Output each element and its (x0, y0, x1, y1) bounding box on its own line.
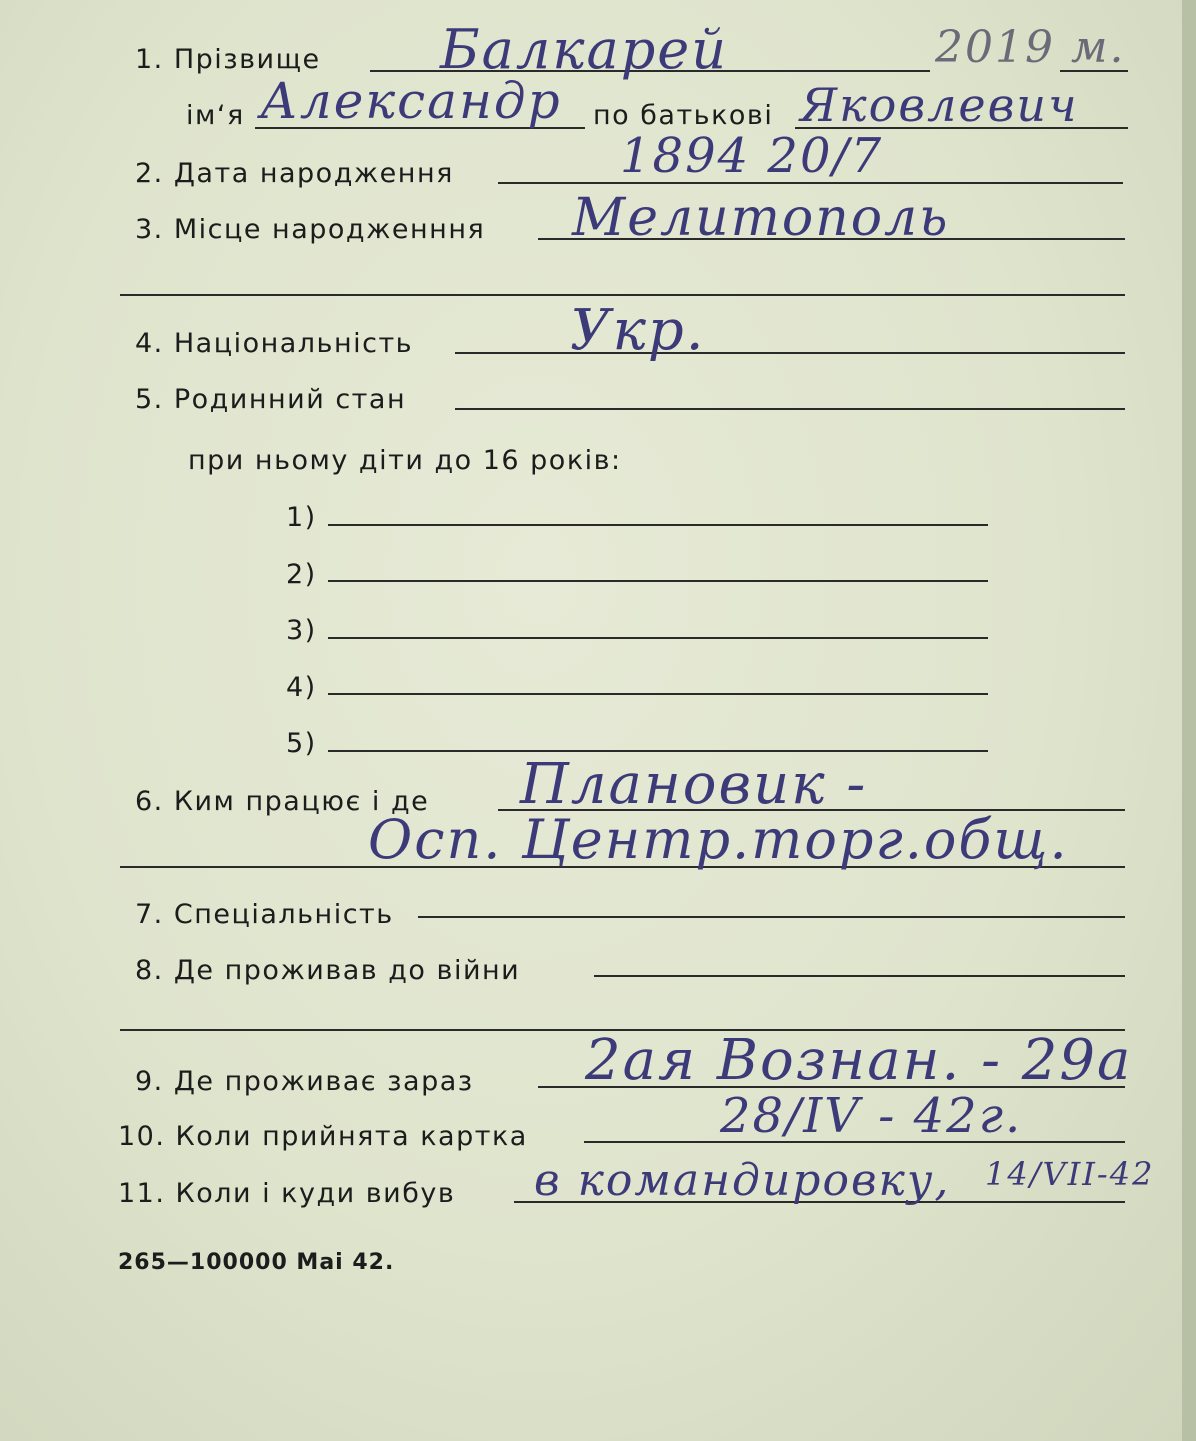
nationality-handwritten: Укр. (570, 298, 706, 363)
occupation-label: 6. Ким працює і де (135, 786, 430, 817)
current-address-handwritten: 2ая Вознан. - 29а (585, 1028, 1133, 1093)
departure-label: 11. Коли і куди вибув (118, 1178, 456, 1209)
nationality-line (455, 352, 1125, 354)
departure-handwritten: в командировку, (534, 1155, 951, 1206)
surname-label: 1. Прізвище (135, 44, 321, 75)
child-number: 2) (286, 559, 317, 590)
child-line (328, 637, 988, 639)
first-name-handwritten: Александр (260, 72, 562, 130)
child-number: 5) (286, 728, 317, 759)
birth-place-label: 3. Місце народженння (135, 214, 486, 245)
departure-date-handwritten: 14/VII-42 (985, 1155, 1155, 1193)
child-number: 3) (286, 615, 317, 646)
prewar-address-line (594, 975, 1125, 977)
patronymic-label: по батькові (593, 100, 774, 131)
patronymic-handwritten: Яковлевич (800, 78, 1079, 132)
birth-date-label: 2. Дата народження (135, 158, 454, 189)
nationality-label: 4. Національність (135, 328, 414, 359)
card-date-label: 10. Коли прийнята картка (118, 1121, 528, 1152)
card-date-handwritten: 28/IV - 42г. (720, 1088, 1023, 1144)
current-address-label: 9. Де проживає зараз (135, 1066, 474, 1097)
birth-place-handwritten: Мелитополь (572, 188, 950, 248)
occupation-handwritten-2: Осп. Центр.торг.общ. (368, 808, 1069, 871)
specialty-line (418, 916, 1125, 918)
occupation-handwritten-1: Плановик - (520, 752, 868, 817)
surname-handwritten: Балкарей (440, 18, 729, 81)
birth-place-line-2 (120, 294, 1125, 296)
child-number: 1) (286, 502, 317, 533)
card-edge (1182, 0, 1196, 1441)
child-line (328, 580, 988, 582)
child-line (328, 693, 988, 695)
children-label: при ньому діти до 16 років: (188, 445, 622, 476)
marital-status-line (455, 408, 1125, 410)
specialty-label: 7. Спеціальність (135, 899, 394, 930)
prewar-address-label: 8. Де проживав до війни (135, 955, 521, 986)
child-number: 4) (286, 672, 317, 703)
birth-date-handwritten: 1894 20/7 (620, 128, 884, 184)
print-run-imprint: 265—100000 Mai 42. (118, 1250, 395, 1275)
marital-status-label: 5. Родинний стан (135, 384, 407, 415)
first-name-label: ім‘я (186, 100, 245, 131)
child-line (328, 524, 988, 526)
archive-note: 2019 м. (935, 22, 1126, 73)
